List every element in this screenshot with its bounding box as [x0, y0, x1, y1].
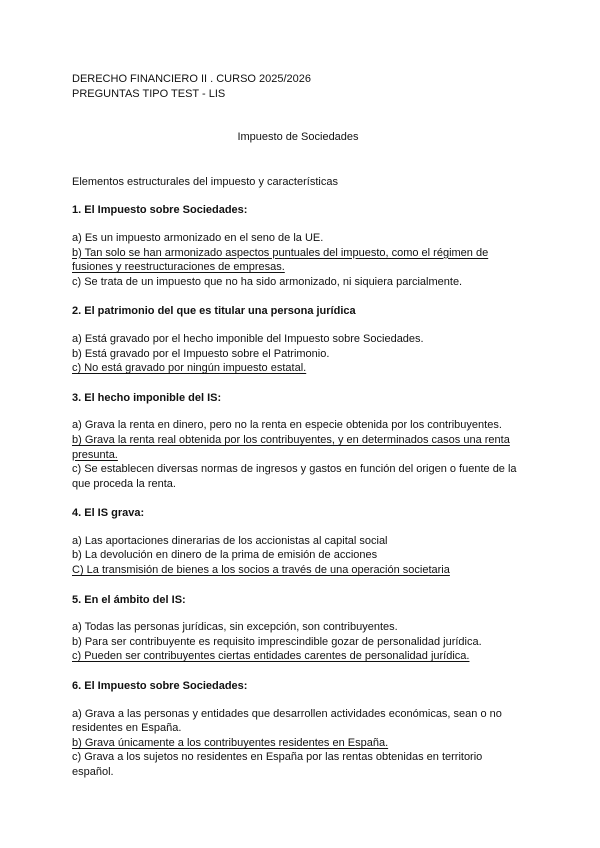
question-5 [72, 593, 524, 664]
document-page [72, 72, 524, 780]
option-c: c) Grava a los sujetos no residentes en España por las rentas obtenidas en territorio español. [72, 751, 483, 778]
question-title: 5. En el ámbito del IS: [72, 593, 186, 606]
option-c: c) Se trata de un impuesto que no ha sido armonizado, ni siquiera parcialmente. [72, 275, 463, 288]
option-a: a) Es un impuesto armonizado en el seno de la UE. [72, 231, 324, 244]
question-4 [72, 506, 524, 577]
option-a: a) Grava la renta en dinero, pero no la renta en especie obtenida por los contribuyentes. [72, 419, 502, 432]
option-b: b) La devolución en dinero de la prima de emisión de acciones [72, 549, 378, 562]
option-b-correct: b) Grava la renta real obtenida por los contribuyentes, y en determinados casos una renta presunta. [72, 433, 510, 461]
question-6 [72, 679, 524, 780]
question-3 [72, 391, 524, 492]
section-heading: Elementos estructurales del impuesto y características [72, 175, 338, 188]
question-1 [72, 203, 524, 289]
option-a: a) Todas las personas jurídicas, sin excepción, son contribuyentes. [72, 621, 398, 634]
question-title: 3. El hecho imponible del IS: [72, 391, 222, 404]
question-title: 2. El patrimonio del que es titular una persona jurídica [72, 305, 356, 318]
option-a: a) Grava a las personas y entidades que desarrollen actividades económicas, sean o no residentes en España. [72, 707, 502, 735]
option-c-correct: C) La transmisión de bienes a los socios a través de una operación societaria [72, 564, 450, 577]
course-header: DERECHO FINANCIERO II . CURSO 2025/2026 [72, 73, 312, 85]
option-c: c) Se establecen diversas normas de ingresos y gastos en función del origen o fuente de la que proceda la renta. [72, 463, 517, 490]
question-title: 6. El Impuesto sobre Sociedades: [72, 680, 248, 693]
option-b: b) Para ser contribuyente es requisito imprescindible gozar de personalidad jurídica. [72, 635, 482, 648]
option-a: a) Está gravado por el hecho imponible del Impuesto sobre Sociedades. [72, 332, 424, 345]
question-title: 4. El IS grava: [72, 507, 145, 520]
option-c-correct: c) Pueden ser contribuyentes ciertas entidades carentes de personalidad jurídica. [72, 650, 470, 663]
question-title: 1. El Impuesto sobre Sociedades: [72, 204, 248, 217]
option-a: a) Las aportaciones dinerarias de los accionistas al capital social [72, 534, 388, 547]
question-2 [72, 304, 524, 375]
option-b-correct: b) Grava únicamente a los contribuyentes residentes en España. [72, 736, 389, 749]
test-type-header: PREGUNTAS TIPO TEST - LIS [72, 87, 226, 100]
option-c-correct: c) No está gravado por ningún impuesto estatal. [72, 362, 307, 375]
document-title: Impuesto de Sociedades [237, 131, 359, 144]
option-b-correct: b) Tan solo se han armonizado aspectos puntuales del impuesto, como el régimen de fusiones y reestructuraciones de empresas. [72, 246, 489, 274]
option-b: b) Está gravado por el Impuesto sobre el Patrimonio. [72, 347, 330, 360]
